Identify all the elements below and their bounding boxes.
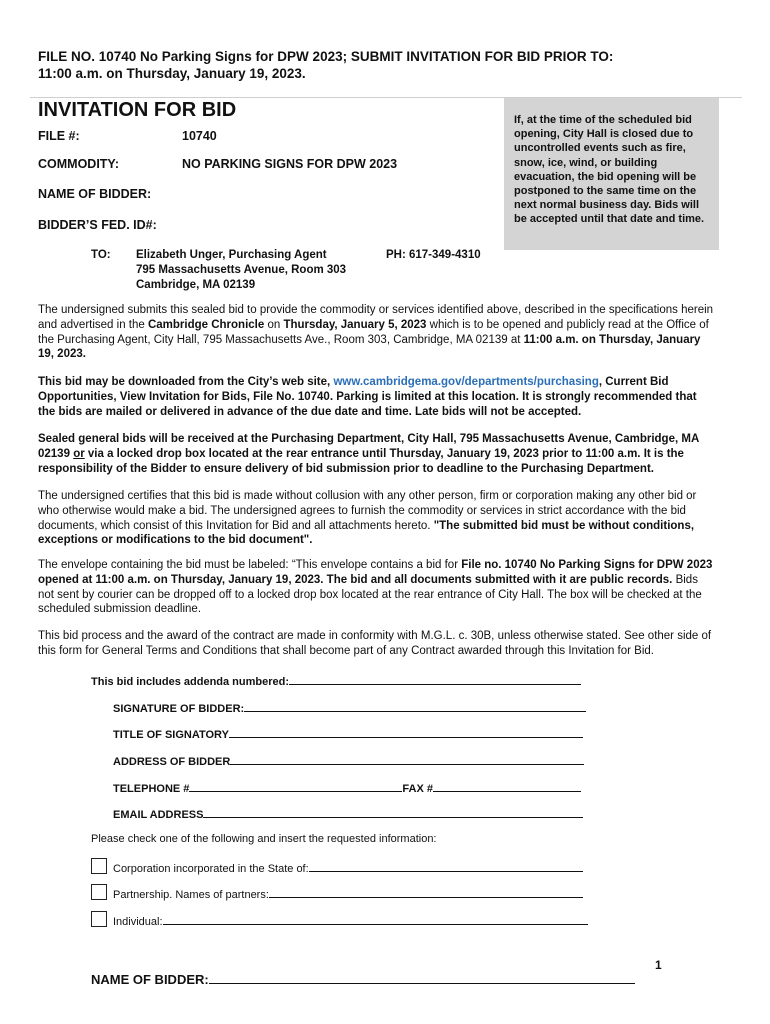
paragraph-certification bbox=[38, 489, 714, 548]
individual-blank[interactable] bbox=[163, 913, 588, 925]
p2-text-a: This bid may be downloaded from the City’s web site, bbox=[38, 376, 334, 388]
footer-bidder-name-row bbox=[91, 972, 635, 987]
p1-text-e: which is to be opened and publicly read at the Office of the Purchasing Agent, City Hall, 795 Massachusetts Ave., Room 303, Cambridge, MA 02139 at bbox=[38, 318, 709, 346]
closure-notice-text: If, at the time of the scheduled bid opening, City Hall is closed due to uncontrolled events such as fire, snow, ice, wind, or building evacuation, the bid opening will be postponed to the same time on the next normal business day. Bids will be accepted until that date and time. bbox=[514, 114, 705, 226]
address-line-1: Elizabeth Unger, Purchasing Agent bbox=[136, 249, 327, 261]
page-number: 1 bbox=[655, 958, 662, 972]
telephone-fax-row bbox=[113, 780, 581, 795]
partnership-row bbox=[113, 886, 583, 901]
check-instructions: Please check one of the following and insert the requested information: bbox=[91, 833, 437, 845]
p5-text-b: File no. 10740 No Parking Signs for DPW 2023 opened at 11:00 a.m. on Thursday, January 19, 2023. The bid and all documents submitted with it are public records. bbox=[38, 559, 713, 586]
telephone-label: TELEPHONE # bbox=[113, 783, 190, 795]
paragraph-sealed-bids bbox=[38, 432, 714, 476]
to-label: TO: bbox=[91, 249, 111, 261]
paragraph-conformity: This bid process and the award of the contract are made in conformity with M.G.L. c. 30B, unless otherwise stated. See other side of this form for General Terms and Conditions that shall become part of any Contract awarded through this Invitation for Bid. bbox=[38, 630, 712, 657]
document-header bbox=[38, 48, 738, 82]
signature-row bbox=[113, 700, 586, 715]
addenda-label: This bid includes addenda numbered: bbox=[91, 676, 290, 688]
corporation-blank[interactable] bbox=[309, 860, 583, 872]
header-line-2: 11:00 a.m. on Thursday, January 19, 2023. bbox=[38, 66, 306, 81]
addenda-blank[interactable] bbox=[289, 673, 581, 685]
email-row bbox=[113, 806, 583, 821]
title-of-signatory-label: TITLE OF SIGNATORY bbox=[113, 729, 229, 741]
individual-row bbox=[113, 913, 588, 928]
address-of-bidder-label: ADDRESS OF BIDDER bbox=[113, 756, 231, 768]
p2-text-b: , Current Bid Opportunities, View Invitation for Bids, File No. 10740. Parking is limited at this location. It is strongly recommended that the bids are mailed or delivered in advance of the due date and time. Late bids will not be accepted. bbox=[38, 376, 697, 418]
address-row bbox=[113, 753, 584, 768]
signature-blank[interactable] bbox=[244, 700, 586, 712]
telephone-blank[interactable] bbox=[189, 780, 402, 792]
title-blank[interactable] bbox=[229, 726, 583, 738]
footer-bidder-name-label: NAME OF BIDDER: bbox=[91, 972, 209, 987]
website-link[interactable]: www.cambridgema.gov/departments/purchasing bbox=[333, 376, 599, 388]
paragraph-download bbox=[38, 375, 714, 419]
p5-text-a: The envelope containing the bid must be labeled: “This envelope contains a bid for bbox=[38, 559, 462, 571]
p1-text-a: The undersigned submits this sealed bid to provide the commodity or services identified above, described in the specifications herein and advertised in the bbox=[38, 304, 714, 331]
bidder-name-label: NAME OF BIDDER: bbox=[38, 187, 152, 201]
p4-text-b: "The submitted bid must be without conditions, exceptions or modifications to the bid document". bbox=[38, 519, 695, 547]
form-title: INVITATION FOR BID bbox=[38, 99, 237, 121]
email-label: EMAIL ADDRESS bbox=[113, 809, 204, 821]
p1-text-c: on bbox=[264, 318, 284, 331]
p3-or: or bbox=[73, 447, 85, 460]
commodity-label: COMMODITY: bbox=[38, 157, 120, 171]
title-row bbox=[113, 726, 583, 741]
footer-bidder-name-blank[interactable] bbox=[209, 972, 635, 984]
individual-checkbox[interactable] bbox=[91, 911, 107, 927]
address-line-3: Cambridge, MA 02139 bbox=[136, 279, 256, 291]
p1-ad-date: Thursday, January 5, 2023 bbox=[283, 318, 427, 331]
fax-blank[interactable] bbox=[433, 780, 581, 792]
email-blank[interactable] bbox=[203, 806, 583, 818]
signature-label: SIGNATURE OF BIDDER: bbox=[113, 703, 245, 715]
paragraph-envelope bbox=[38, 558, 714, 617]
individual-label: Individual: bbox=[113, 916, 163, 928]
partnership-label: Partnership. Names of partners: bbox=[113, 889, 269, 901]
partnership-blank[interactable] bbox=[269, 886, 583, 898]
p5-text-c: Bids not sent by courier can be dropped off to a locked drop box located at the rear entrance of City Hall. The box will be checked at the scheduled submission deadline. bbox=[38, 573, 702, 616]
file-value: 10740 bbox=[182, 129, 217, 143]
partnership-checkbox[interactable] bbox=[91, 884, 107, 900]
header-line-1: FILE NO. 10740 No Parking Signs for DPW 2023; SUBMIT INVITATION FOR BID PRIOR TO: bbox=[38, 49, 614, 64]
file-label: FILE #: bbox=[38, 129, 80, 143]
p1-newspaper: Cambridge Chronicle bbox=[147, 318, 265, 331]
commodity-value: NO PARKING SIGNS FOR DPW 2023 bbox=[182, 157, 398, 171]
corporation-row bbox=[113, 860, 583, 875]
fed-id-label: BIDDER’S FED. ID#: bbox=[38, 218, 157, 232]
fax-label: FAX # bbox=[402, 783, 433, 795]
p3-text-a: Sealed general bids will be received at the Purchasing Department, City Hall, 795 Massachusetts Avenue, Cambridge, MA 02139 bbox=[38, 433, 699, 460]
address-line-2: 795 Massachusetts Avenue, Room 303 bbox=[136, 264, 347, 276]
p1-opening-time: 11:00 a.m. on Thursday, January 19, 2023. bbox=[38, 333, 701, 361]
purchasing-address bbox=[136, 248, 346, 293]
paragraph-bid-submission bbox=[38, 303, 714, 362]
corporation-label: Corporation incorporated in the State of: bbox=[113, 863, 309, 875]
p4-text-a: The undersigned certifies that this bid is made without collusion with any other person, firm or corporation making any other bid or who otherwise would make a bid. The undersigned agrees to furnish the commodity or services in strict accordance with the bid documents, which consist of this Invitation for Bid and all attachments hereto. bbox=[38, 490, 697, 532]
address-blank[interactable] bbox=[230, 753, 584, 765]
addenda-row bbox=[91, 673, 581, 688]
phone-number: PH: 617-349-4310 bbox=[386, 249, 481, 261]
corporation-checkbox[interactable] bbox=[91, 858, 107, 874]
p3-text-b: via a locked drop box located at the rear entrance until Thursday, January 19, 2023 prior to 11:00 a.m. It is the responsibility of the Bidder to ensure delivery of bid submission prior to deadline to the Purchasing Department. bbox=[38, 447, 684, 475]
